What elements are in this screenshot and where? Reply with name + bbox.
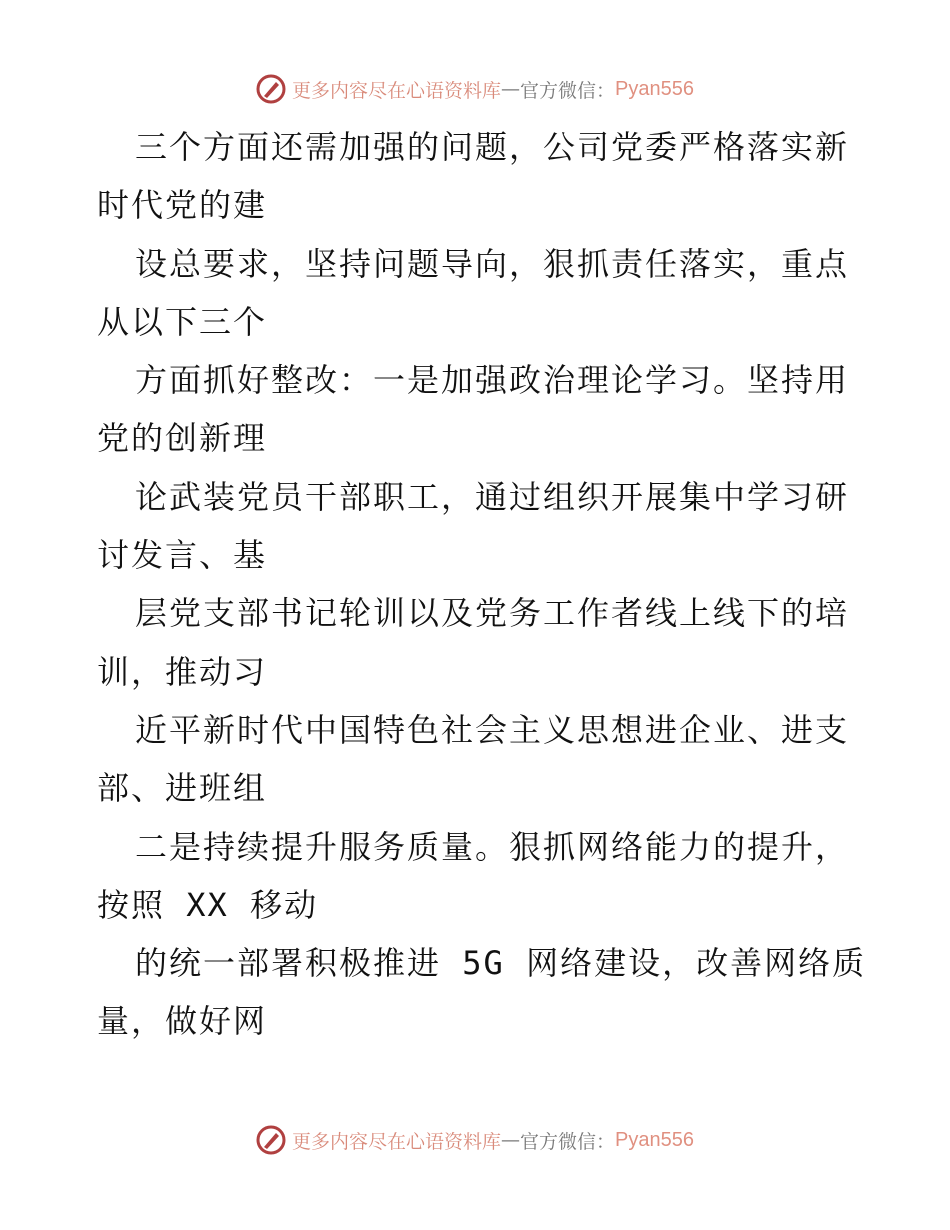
pen-logo-icon [256, 1125, 286, 1155]
text-line: 训，推动习 [97, 652, 268, 691]
text-line: 论武装党员干部职工，通过组织开展集中学习研 [135, 477, 850, 516]
text-line: 量，做好网 [97, 1002, 268, 1041]
text-line: 设总要求，坚持问题导向，狠抓责任落实，重点 [135, 244, 850, 283]
footer-watermark [0, 1125, 950, 1155]
text-line: 三个方面还需加强的问题，公司党委严格落实新 [135, 128, 850, 166]
text-line: 按照 XX 移动 [97, 885, 319, 924]
watermark-wechat-label: 官方微信： [520, 1130, 616, 1153]
pen-logo-icon [256, 74, 286, 104]
watermark-wechat-id: Pyan556 [615, 77, 694, 100]
watermark-site: 更多内容尽在心语资料库 [292, 1130, 502, 1153]
text-line: 方面抓好整改：一是加强政治理论学习。坚持用 [135, 361, 850, 400]
watermark-dash: — [501, 78, 521, 100]
header-watermark [0, 74, 950, 104]
text-line: 层党支部书记轮训以及党务工作者线上线下的培 [135, 594, 850, 633]
text-line: 部、进班组 [97, 769, 268, 808]
watermark-site: 更多内容尽在心语资料库 [292, 79, 502, 102]
text-line: 从以下三个 [97, 302, 268, 341]
text-line: 的统一部署积极推进 5G 网络建设，改善网络质 [135, 944, 867, 983]
document-body [97, 124, 867, 1057]
text-line: 近平新时代中国特色社会主义思想进企业、进支 [135, 710, 850, 749]
watermark-dash: — [501, 1129, 521, 1151]
watermark-wechat-id: Pyan556 [615, 1128, 694, 1151]
text-line: 讨发言、基 [97, 536, 268, 575]
text-line: 时代党的建 [97, 186, 268, 225]
text-line: 二是持续提升服务质量。狠抓网络能力的提升， [135, 827, 850, 866]
text-line: 党的创新理 [97, 419, 268, 458]
watermark-wechat-label: 官方微信： [520, 79, 616, 102]
